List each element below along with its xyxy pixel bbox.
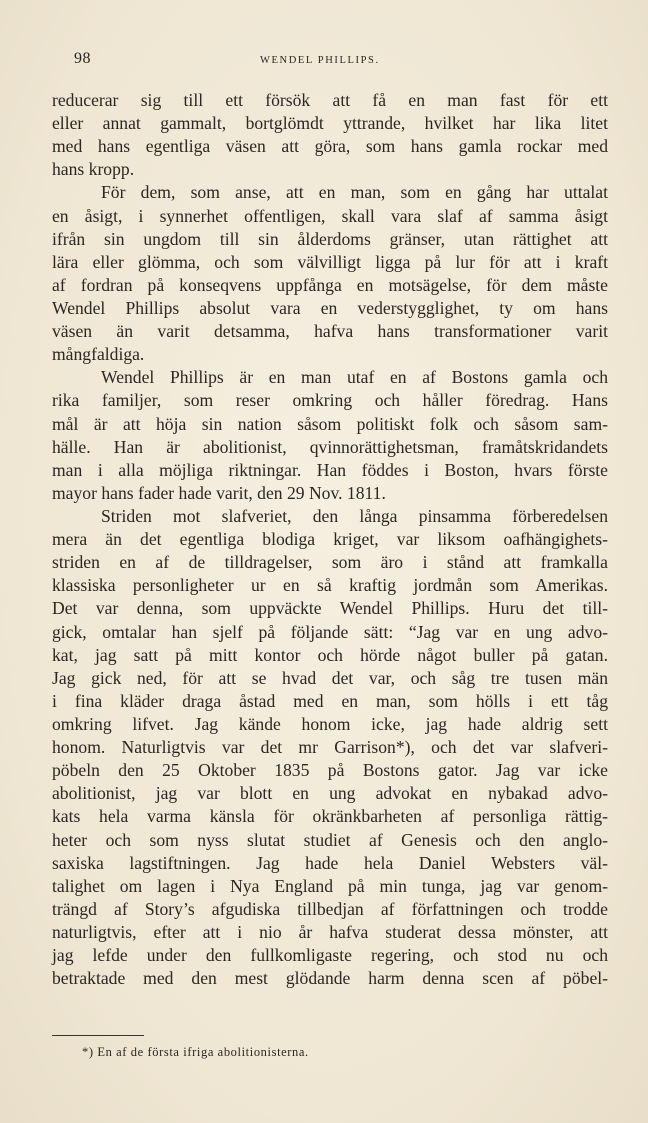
body-text xyxy=(52,89,608,990)
text-line: klassiska personligheter ur en så kraftig jordmån som Amerikas. xyxy=(52,575,608,596)
text-line: Jag gick ned, för att se hvad det var, och såg tre tusen män xyxy=(52,667,608,688)
page-header xyxy=(50,50,608,74)
text-line: gick, omtalar han sjelf på följande sätt: “Jag var en ung advo- xyxy=(52,621,608,642)
paragraph xyxy=(52,366,608,505)
running-title: WENDEL PHILLIPS. xyxy=(260,55,380,66)
text-line: lära eller glömma, och som välvilligt ligga på lur för att i kraft xyxy=(52,251,608,272)
text-line: rika familjer, som reser omkring och håller föredrag. Hans xyxy=(52,390,608,411)
text-line: abolitionist, jag var blott en ung advokat en nybakad advo- xyxy=(52,783,608,804)
text-line: hans kropp. xyxy=(52,159,135,180)
text-line: betraktade med den mest glödande harm denna scen af pöbel- xyxy=(52,968,608,989)
text-line: reducerar sig till ett försök att få en man fast för ett xyxy=(52,90,608,110)
text-line: af fordran på konseqvens uppfånga en motsägelse, för dem måste xyxy=(52,274,608,295)
paragraph xyxy=(52,89,608,181)
text-line: en åsigt, i synnerhet offentligen, skall vara slaf af samma åsigt xyxy=(52,205,608,226)
text-line: Wendel Phillips är en man utaf en af Bostons gamla och xyxy=(101,367,608,388)
text-line: Striden mot slafveriet, den långa pinsamma förberedelsen xyxy=(101,505,608,526)
text-line: eller annat gammalt, bortglömdt yttrande, hvilket har lika litet xyxy=(52,113,608,134)
text-line: mångfaldiga. xyxy=(52,344,145,365)
text-line: kat, jag satt på mitt kontor och hörde något buller på gatan. xyxy=(52,644,608,665)
text-line: honom. Naturligtvis var det mr Garrison*), och det var slafveri- xyxy=(52,737,608,758)
text-line: mål är att höja sin nation såsom politiskt folk och såsom sam- xyxy=(52,413,608,434)
text-line: mayor hans fader hade varit, den 29 Nov. 1811. xyxy=(52,482,386,503)
paragraph xyxy=(52,181,608,366)
footnote: *) En af de första ifriga abolitionisterna. xyxy=(82,1045,309,1059)
text-line: hälle. Han är abolitionist, qvinnorättighetsman, framåtskridandets xyxy=(52,436,608,457)
text-line: pöbeln den 25 Oktober 1835 på Bostons gator. Jag var icke xyxy=(52,760,608,781)
text-line: naturligtvis, efter att i nio år hafva studerat dessa mönster, att xyxy=(52,921,608,942)
text-line: väsen än varit detsamma, hafva hans transformationer varit xyxy=(52,321,608,342)
text-line: talighet om lagen i Nya England på min tunga, jag var genom- xyxy=(52,875,608,896)
text-line: med hans egentliga väsen att göra, som hans gamla rockar med xyxy=(52,136,608,157)
text-line: striden en af de tilldragelser, som äro i stånd att framkalla xyxy=(52,552,608,573)
text-line: kats hela varma känsla för okränkbarheten af personliga rättig- xyxy=(52,806,608,827)
text-line: jag lefde under den fullkomligaste regering, och stod nu och xyxy=(52,945,608,966)
text-line: man i alla möjliga riktningar. Han föddes i Boston, hvars förste xyxy=(52,459,608,480)
page-number: 98 xyxy=(74,50,91,67)
text-line: trängd af Story’s afgudiska tillbedjan af författningen och trodde xyxy=(52,898,608,919)
text-line: mera än det egentliga blodiga kriget, var liksom oafhängighets- xyxy=(52,529,608,550)
text-line: saxiska lagstiftningen. Jag hade hela Daniel Websters väl- xyxy=(52,852,608,873)
text-line: omkring lifvet. Jag kände honom icke, jag hade aldrig sett xyxy=(52,713,608,734)
text-line: heter och som nyss slutat studiet af Genesis och den anglo- xyxy=(52,829,608,850)
text-line: För dem, som anse, att en man, som en gång har uttalat xyxy=(101,182,608,203)
paragraph xyxy=(52,505,608,990)
text-line: Wendel Phillips absolut vara en vederstygglighet, ty om hans xyxy=(52,297,608,318)
text-line: Det var denna, som uppväckte Wendel Phillips. Huru det till- xyxy=(52,598,608,619)
text-line: i fina kläder draga åstad med en man, som hölls i ett tåg xyxy=(52,690,608,711)
footnote-rule xyxy=(52,1035,144,1036)
text-line: ifrån sin ungdom till sin ålderdoms gränser, utan rättighet att xyxy=(52,228,608,249)
